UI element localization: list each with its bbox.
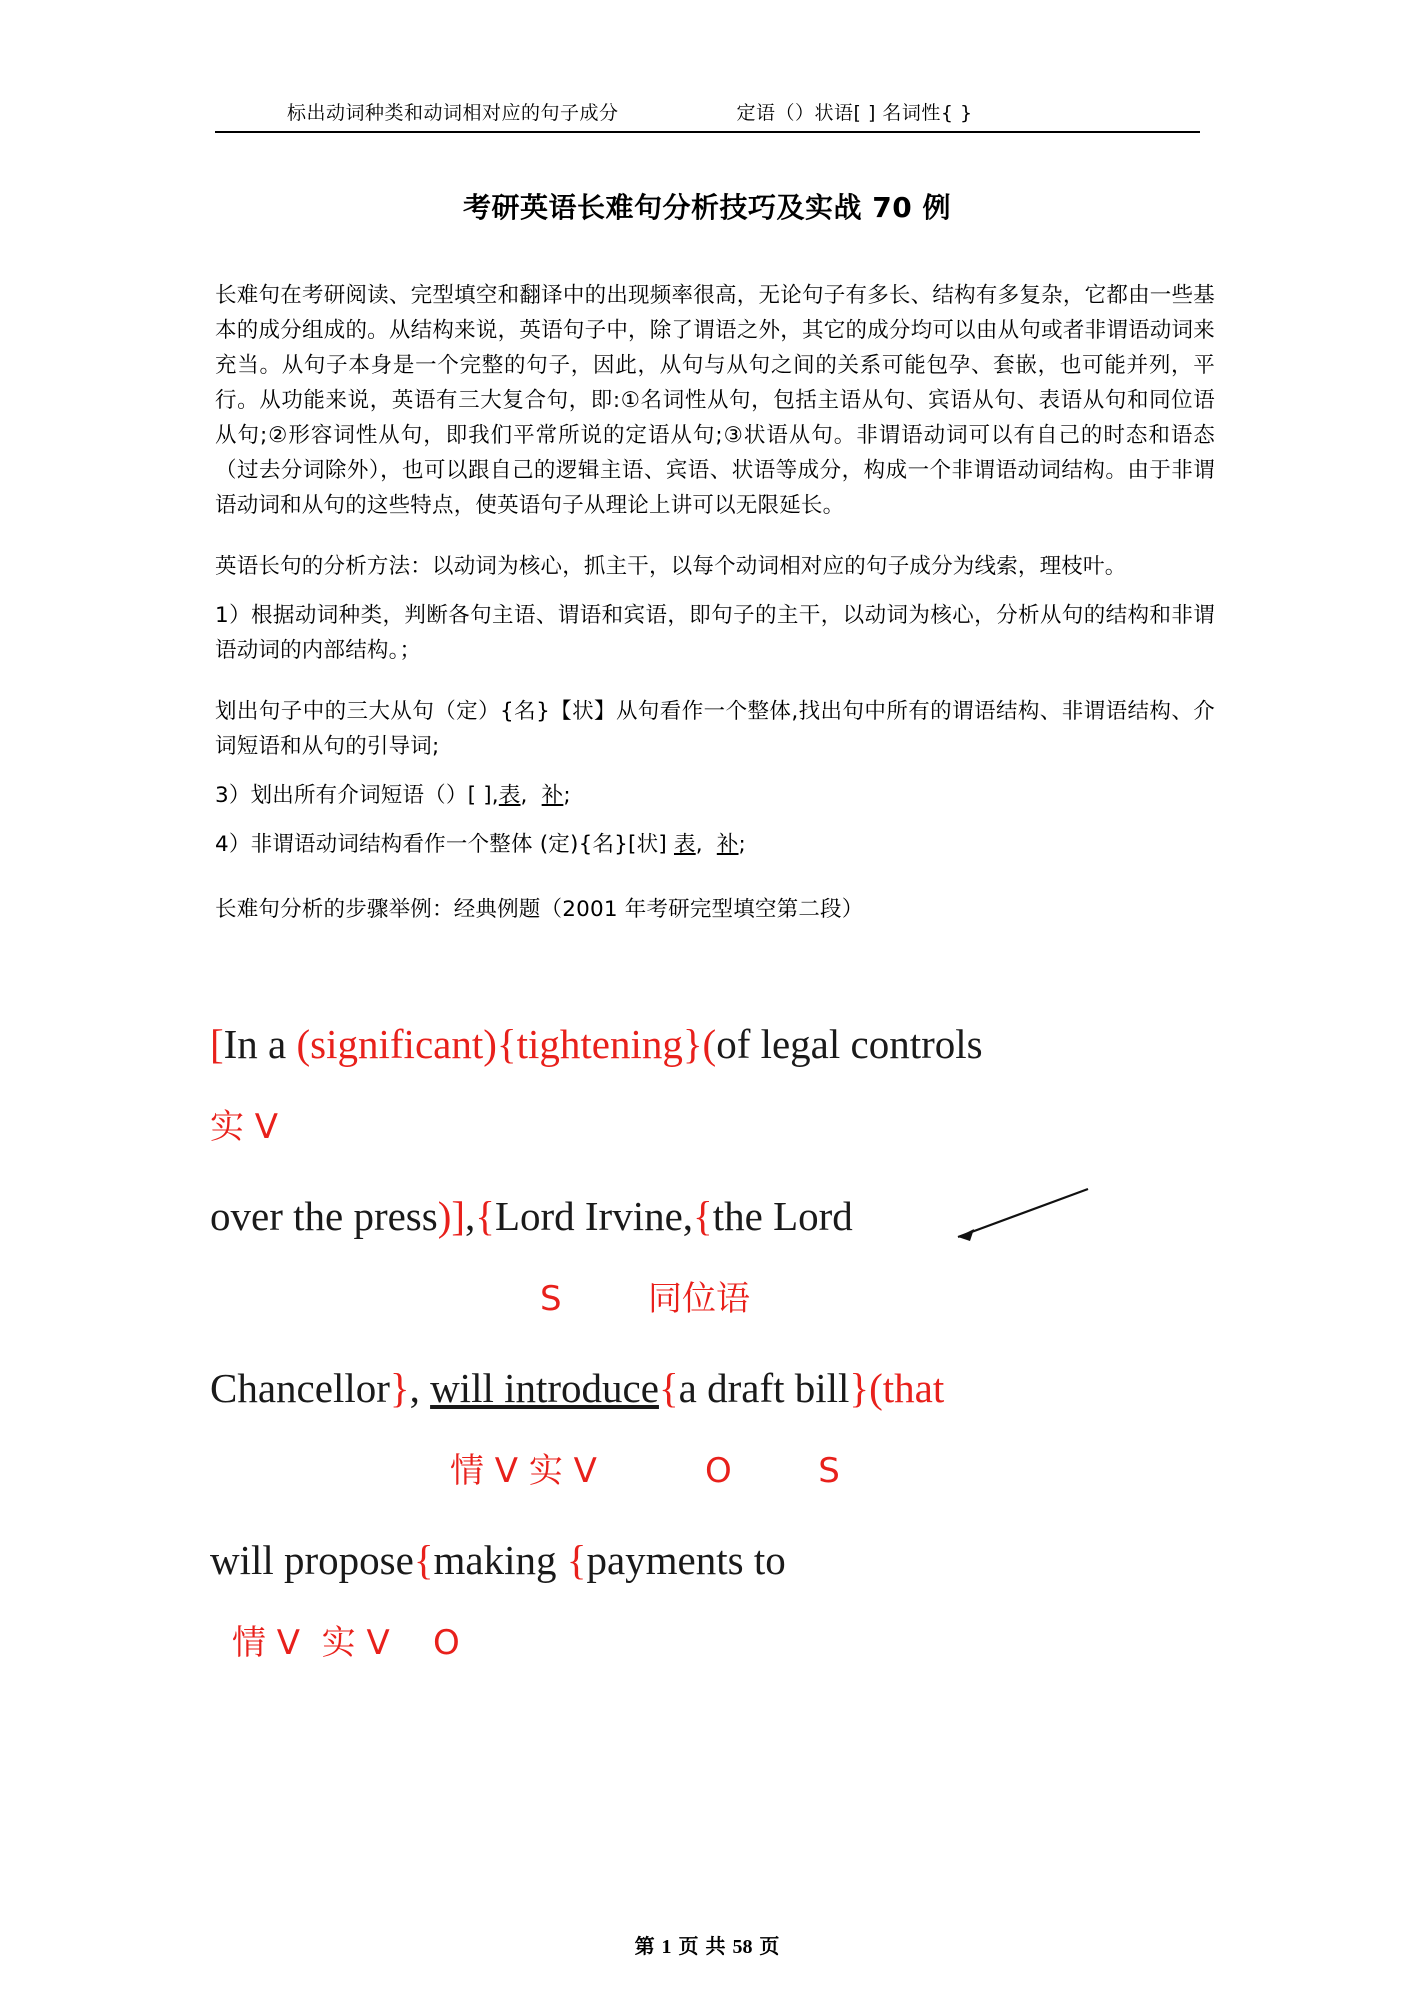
sentence-segment: ( xyxy=(702,1021,717,1067)
header-left-text: 标出动词种类和动词相对应的句子成分 xyxy=(287,102,619,124)
spacer xyxy=(210,1584,1220,1622)
footer-mid: 页 共 xyxy=(678,1934,726,1958)
sentence-segment: { xyxy=(566,1537,587,1583)
spacer xyxy=(215,523,1215,549)
sentence-segment: the Lord xyxy=(712,1193,853,1239)
paragraph-example-lead: 长难句分析的步骤举例：经典例题（2001 年考研完型填空第二段） xyxy=(215,897,864,922)
sentence-line-4 xyxy=(210,1536,1220,1584)
spacer xyxy=(210,1412,1220,1450)
paragraph-step-2: 划出句子中的三大从句（定）{名}【状】从句看作一个整体,找出句中所有的谓语结构、非谓语结构、介词短语和从句的引导词; xyxy=(215,699,1215,759)
sentence-segment: { xyxy=(658,1365,679,1411)
step-4-underline-1: 表 xyxy=(673,832,696,857)
sentence-segment: , xyxy=(409,1365,431,1411)
sentence-segment: In a xyxy=(223,1021,297,1067)
spacer xyxy=(210,1240,1220,1278)
step-4-mid: , xyxy=(695,832,703,857)
paragraph-method: 英语长句的分析方法：以动词为核心，抓主干，以每个动词相对应的句子成分为线索，理枝叶。 xyxy=(215,554,1127,579)
footer-suffix: 页 xyxy=(759,1934,780,1958)
spacer xyxy=(215,813,1215,827)
spacer xyxy=(215,862,1215,892)
sentence-segment: Chancellor xyxy=(210,1365,390,1411)
sentence-analysis xyxy=(210,1020,1220,1664)
page-title: 考研英语长难句分析技巧及实战 70 例 xyxy=(463,191,951,224)
document-body xyxy=(215,278,1215,927)
sentence-segment: making xyxy=(433,1537,567,1583)
sentence-segment: (significant) xyxy=(296,1021,497,1067)
header-right-text: 定语（）状语[ ] 名词性{ } xyxy=(736,102,973,124)
paragraph-step-3 xyxy=(215,778,1215,813)
sentence-segment: } xyxy=(389,1365,410,1411)
sentence-segment: { xyxy=(475,1193,495,1239)
sentence-segment: { xyxy=(693,1193,713,1239)
sentence-line-2 xyxy=(210,1192,1220,1240)
sentence-segment: { xyxy=(413,1537,434,1583)
footer-prefix: 第 xyxy=(634,1934,655,1958)
step-3-underline-1: 表 xyxy=(498,783,521,808)
step-4-suffix: ; xyxy=(738,832,746,857)
sentence-segment: , xyxy=(465,1193,476,1239)
step-3-prefix: 3）划出所有介词短语（）[ ], xyxy=(215,783,499,808)
sentence-segment: [ xyxy=(210,1021,224,1067)
paragraph-step-4 xyxy=(215,827,1215,862)
footer-total-pages: 58 xyxy=(732,1936,753,1958)
spacer xyxy=(210,1068,1220,1106)
paragraph-intro: 长难句在考研阅读、完型填空和翻译中的出现频率很高，无论句子有多长、结构有多复杂，它都由一些基本的成分组成的。从结构来说，英语句子中，除了谓语之外，其它的成分均可以由从句或者非谓语动词来充当。从句子本身是一个完整的句子，因此，从句与从句之间的关系可能包孕、套嵌，也可能并列，平行。从功能来说，英语有三大复合句，即:①名词性从句，包括主语从句、宾语从句、表语从句和同位语从句;②形容词性从句，即我们平常所说的定语从句;③状语从句。非谓语动词可以有自己的时态和语态（过去分词除外），也可以跟自己的逻辑主语、宾语、状语等成分，构成一个非谓语动词结构。由于非谓语动词和从句的这些特点，使英语句子从理论上讲可以无限延长。 xyxy=(215,283,1215,518)
sentence-line-3 xyxy=(210,1364,1220,1412)
sentence-segment: )] xyxy=(437,1193,466,1239)
sentence-segment: that xyxy=(882,1365,945,1411)
sentence-tags-3: 情 V 实 V O S xyxy=(450,1451,840,1491)
sentence-segment: of legal controls xyxy=(716,1021,983,1067)
step-3-suffix: ; xyxy=(563,783,571,808)
spacer xyxy=(210,1492,1220,1536)
sentence-segment: will introduce xyxy=(430,1365,659,1411)
spacer xyxy=(215,764,1215,778)
page-header xyxy=(215,98,1200,133)
page-footer xyxy=(0,1930,1414,1959)
sentence-segment: Lord Irvine, xyxy=(494,1193,694,1239)
sentence-segment: a draft bill xyxy=(678,1365,850,1411)
step-4-prefix: 4）非谓语动词结构看作一个整体 (定){名}[状] xyxy=(215,832,667,857)
sentence-tags-2: S 同位语 xyxy=(540,1279,751,1319)
spacer xyxy=(215,668,1215,694)
sentence-tags-1: 实 V xyxy=(210,1107,279,1147)
step-3-mid: , xyxy=(520,783,528,808)
footer-page-number: 1 xyxy=(661,1936,672,1958)
spacer xyxy=(210,1148,1220,1192)
sentence-segment: payments to xyxy=(586,1537,786,1583)
sentence-line-1 xyxy=(210,1020,1220,1068)
sentence-segment: {tightening} xyxy=(496,1021,703,1067)
step-3-underline-2: 补 xyxy=(541,783,564,808)
sentence-segment: will propose xyxy=(210,1537,414,1583)
sentence-tags-4: 情 V 实 V O xyxy=(232,1623,460,1663)
spacer xyxy=(210,1320,1220,1364)
paragraph-step-1: 1）根据动词种类，判断各句主语、谓语和宾语，即句子的主干，以动词为核心，分析从句的结构和非谓语动词的内部结构。； xyxy=(215,603,1215,663)
spacer xyxy=(215,584,1215,598)
step-4-underline-2: 补 xyxy=(716,832,739,857)
sentence-segment: over the press xyxy=(210,1193,438,1239)
sentence-segment: }( xyxy=(849,1365,883,1411)
